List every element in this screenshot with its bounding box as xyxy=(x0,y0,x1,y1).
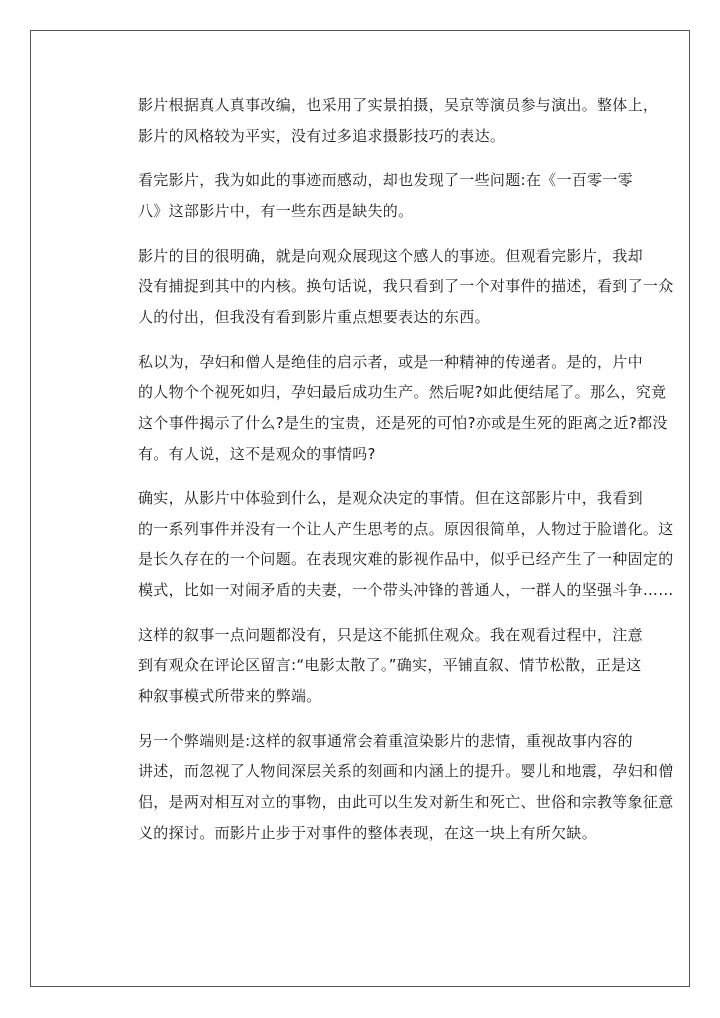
text-line: 看完影片，我为如此的事迹而感动，却也发现了一些问题:在《一百零一零 xyxy=(138,171,633,190)
paragraph xyxy=(108,483,674,605)
paragraph xyxy=(108,726,674,848)
text-line: 没有捕捉到其中的内核。换句话说，我只看到了一个对事件的描述，看到了一众 xyxy=(138,277,674,296)
text-line: 这个事件揭示了什么?是生的宝贵，还是死的可怕?亦或是生死的距离之近?都没 xyxy=(138,413,668,432)
text-line: 的一系列事件并没有一个让人产生思考的点。原因很简单，人物过于脸谱化。这 xyxy=(138,519,674,538)
text-line: 八》这部影片中，有一些东西是缺失的。 xyxy=(138,201,414,220)
text-line: 影片根据真人真事改编，也采用了实景拍摄，吴京等演员参与演出。整体上， xyxy=(138,96,659,114)
text-line: 人的付出，但我没有看到影片重点想要表达的东西。 xyxy=(138,307,490,326)
text-line: 讲述，而忽视了人物间深层关系的刻画和内涵上的提升。婴儿和地震，孕妇和僧 xyxy=(138,762,674,781)
text-line: 这样的叙事一点问题都没有，只是这不能抓住观众。我在观看过程中，注意 xyxy=(138,625,643,644)
paragraph xyxy=(108,165,633,226)
article-body xyxy=(108,90,674,862)
text-line: 另一个弊端则是:这样的叙事通常会着重渲染影片的悲情，重视故事内容的 xyxy=(138,731,633,750)
paragraph xyxy=(108,241,674,333)
text-line: 的人物个个视死如归，孕妇最后成功生产。然后呢?如此便结尾了。那么，究竟 xyxy=(138,383,667,402)
text-line: 影片的目的很明确，就是向观众展现这个感人的事迹。但观看完影片，我却 xyxy=(138,246,643,265)
text-line: 模式，比如一对闹矛盾的夫妻，一个带头冲锋的普通人，一群人的坚强斗争…… xyxy=(138,581,674,600)
text-line: 私以为，孕妇和僧人是绝佳的启示者，或是一种精神的传递者。是的，片中 xyxy=(138,352,643,371)
text-line: 到有观众在评论区留言:“电影太散了。”确实，平铺直叙、情节松散，正是这 xyxy=(138,656,642,675)
text-line: 是长久存在的一个问题。在表现灾难的影视作品中，似乎已经产生了一种固定的 xyxy=(138,550,674,569)
text-line: 义的探讨。而影片止步于对事件的整体表现，在这一块上有所欠缺。 xyxy=(138,823,598,842)
paragraph xyxy=(108,90,659,151)
paragraph xyxy=(108,347,668,469)
text-line: 确实，从影片中体验到什么，是观众决定的事情。但在这部影片中，我看到 xyxy=(138,489,643,508)
text-line: 影片的风格较为平实，没有过多追求摄影技巧的表达。 xyxy=(138,126,506,145)
text-line: 侣，是两对相互对立的事物，由此可以生发对新生和死亡、世俗和宗教等象征意 xyxy=(138,793,674,811)
text-line: 有。有人说，这不是观众的事情吗? xyxy=(138,444,376,463)
paragraph xyxy=(108,620,643,712)
text-line: 种叙事模式所带来的弊端。 xyxy=(138,687,322,706)
